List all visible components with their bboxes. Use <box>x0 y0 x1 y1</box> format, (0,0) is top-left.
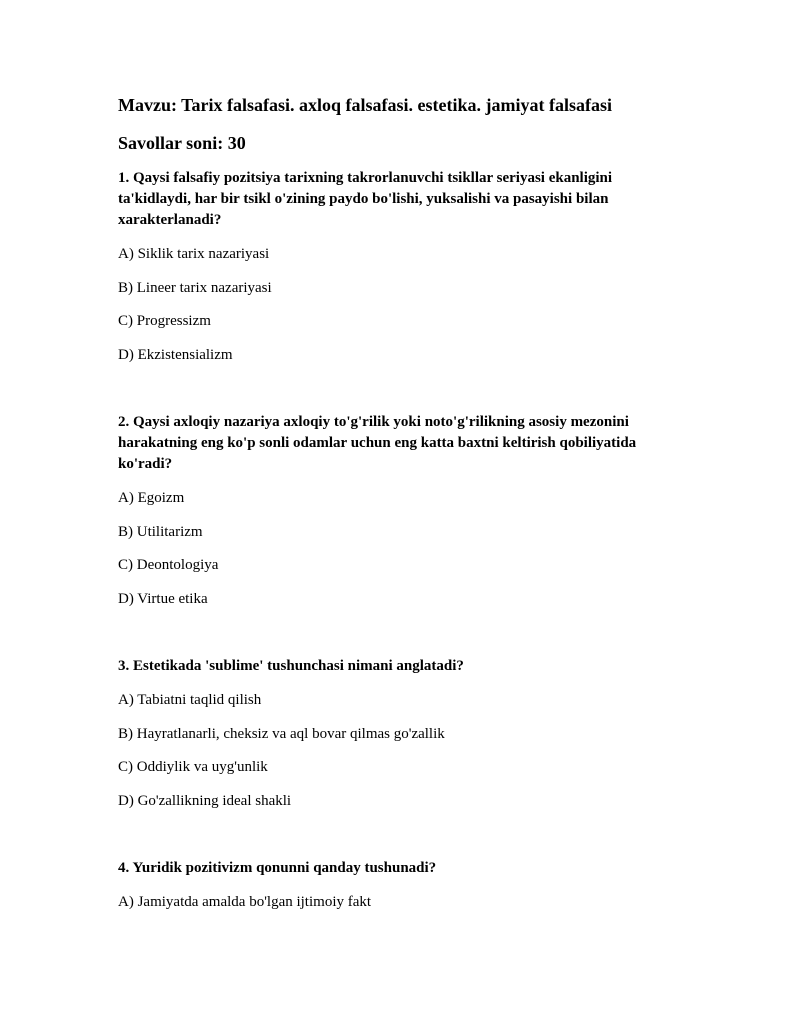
option-b[interactable]: B) Utilitarizm <box>118 524 203 540</box>
option-b[interactable]: B) Hayratlanarli, cheksiz va aql bovar qilmas go'zallik <box>118 726 445 742</box>
question-1 <box>118 168 678 231</box>
question-2 <box>118 412 678 475</box>
question-text: 1. Qaysi falsafiy pozitsiya tarixning takrorlanuvchi tsikllar seriyasi ekanligini ta'kidlaydi, har bir tsikl o'zining paydo bo'lishi, yuksalishi va pasayishi bilan xarakterlanadi? <box>118 170 613 228</box>
option-c[interactable]: C) Progressizm <box>118 313 211 329</box>
option-a[interactable]: A) Tabiatni taqlid qilish <box>118 692 262 708</box>
option-c[interactable]: C) Oddiylik va uyg'unlik <box>118 759 268 775</box>
question-text: 2. Qaysi axloqiy nazariya axloqiy to'g'rilik yoki noto'g'rilikning asosiy mezonini harakatning eng ko'p sonli odamlar uchun eng katta baxtni keltirish qobiliyatida ko'radi? <box>118 414 637 472</box>
option-d[interactable]: D) Ekzistensializm <box>118 347 233 363</box>
option-a[interactable]: A) Egoizm <box>118 490 185 506</box>
question-text: 3. Estetikada 'sublime' tushunchasi nimani anglatadi? <box>118 658 464 674</box>
question-count: Savollar soni: 30 <box>118 133 246 153</box>
option-d[interactable]: D) Go'zallikning ideal shakli <box>118 793 292 809</box>
question-3 <box>118 656 678 677</box>
page-title: Mavzu: Tarix falsafasi. axloq falsafasi. estetika. jamiyat falsafasi <box>118 95 612 115</box>
question-4 <box>118 858 678 879</box>
option-a[interactable]: A) Jamiyatda amalda bo'lgan ijtimoiy fakt <box>118 894 372 910</box>
option-b[interactable]: B) Lineer tarix nazariyasi <box>118 280 272 296</box>
question-text: 4. Yuridik pozitivizm qonunni qanday tushunadi? <box>118 860 437 876</box>
option-d[interactable]: D) Virtue etika <box>118 591 208 607</box>
option-a[interactable]: A) Siklik tarix nazariyasi <box>118 246 270 262</box>
option-c[interactable]: C) Deontologiya <box>118 557 219 573</box>
